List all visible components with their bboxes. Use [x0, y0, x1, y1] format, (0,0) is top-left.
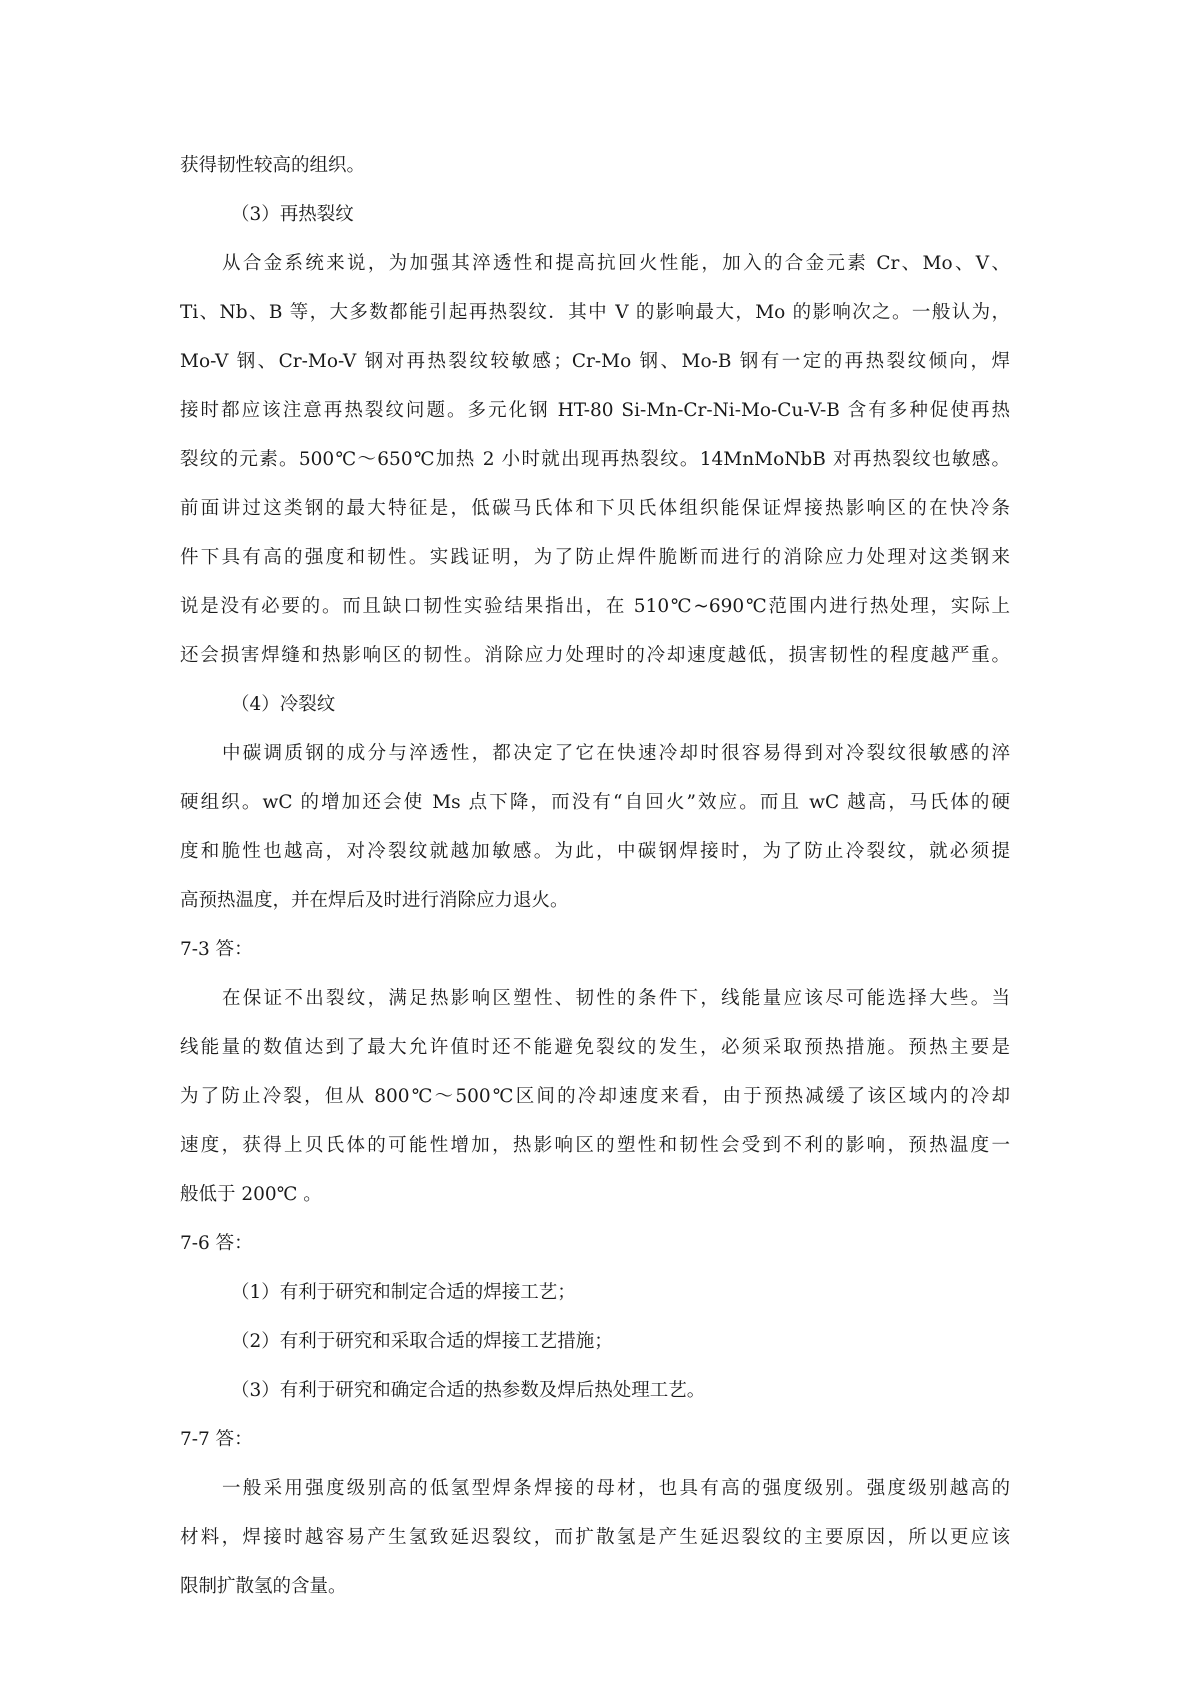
- text-line: 裂纹的元素。500℃～650℃加热 2 小时就出现再热裂纹。14MnMoNbB 对再热裂纹也敏感。: [180, 449, 1010, 470]
- text-line: 获得韧性较高的组织。: [180, 155, 366, 176]
- text-line: 材料，焊接时越容易产生氢致延迟裂纹，而扩散氢是产生延迟裂纹的主要原因，所以更应该: [180, 1527, 1010, 1548]
- text-line: 硬组织。wC 的增加还会使 Ms 点下降，而没有“自回火”效应。而且 wC 越高，马氏体的硬: [180, 792, 1010, 813]
- text-line: 为了防止冷裂，但从 800℃～500℃区间的冷却速度来看，由于预热减缓了该区域内的冷却: [180, 1086, 1010, 1107]
- text-line: 限制扩散氢的含量。: [180, 1576, 347, 1597]
- text-line: 还会损害焊缝和热影响区的韧性。消除应力处理时的冷却速度越低，损害韧性的程度越严重。: [180, 645, 1010, 666]
- answer-label: 7-6 答：: [180, 1233, 253, 1254]
- text-line: 件下具有高的强度和韧性。实践证明，为了防止焊件脆断而进行的消除应力处理对这类钢来: [180, 547, 1010, 568]
- section-heading: （3）再热裂纹: [231, 204, 354, 225]
- text-line: 线能量的数值达到了最大允许值时还不能避免裂纹的发生，必须采取预热措施。预热主要是: [180, 1037, 1010, 1058]
- document-body: [180, 152, 1010, 1621]
- text-line: 前面讲过这类钢的最大特征是，低碳马氏体和下贝氏体组织能保证焊接热影响区的在快冷条: [180, 498, 1010, 519]
- text-line: 接时都应该注意再热裂纹问题。多元化钢 HT-80 Si-Mn-Cr-Ni-Mo-Cu-V-B 含有多种促使再热: [180, 400, 1010, 421]
- list-item: （2）有利于研究和采取合适的焊接工艺措施；: [231, 1331, 613, 1352]
- list-item: （1）有利于研究和制定合适的焊接工艺；: [231, 1282, 576, 1303]
- section-heading: （4）冷裂纹: [231, 694, 336, 715]
- answer-label: 7-7 答：: [180, 1429, 253, 1450]
- list-item: （3）有利于研究和确定合适的热参数及焊后热处理工艺。: [231, 1380, 706, 1401]
- answer-label: 7-3 答：: [180, 939, 253, 960]
- text-line: 般低于 200℃ 。: [180, 1184, 322, 1205]
- text-line: 中碳调质钢的成分与淬透性，都决定了它在快速冷却时很容易得到对冷裂纹很敏感的淬: [222, 743, 1010, 764]
- text-line: 度和脆性也越高，对冷裂纹就越加敏感。为此，中碳钢焊接时，为了防止冷裂纹，就必须提: [180, 841, 1010, 862]
- text-line: Ti、Nb、B 等，大多数都能引起再热裂纹．其中 V 的影响最大，Mo 的影响次之。一般认为，: [180, 302, 1010, 323]
- text-line: 在保证不出裂纹，满足热影响区塑性、韧性的条件下，线能量应该尽可能选择大些。当: [222, 988, 1010, 1009]
- text-line: Mo-V 钢、Cr-Mo-V 钢对再热裂纹较敏感；Cr-Mo 钢、Mo-B 钢有一定的再热裂纹倾向，焊: [180, 351, 1010, 372]
- text-line: 速度，获得上贝氏体的可能性增加，热影响区的塑性和韧性会受到不利的影响，预热温度一: [180, 1135, 1010, 1156]
- text-line: 说是没有必要的。而且缺口韧性实验结果指出，在 510℃~690℃范围内进行热处理，实际上: [180, 596, 1010, 617]
- text-line: 高预热温度，并在焊后及时进行消除应力退火。: [180, 890, 569, 911]
- text-line: 一般采用强度级别高的低氢型焊条焊接的母材，也具有高的强度级别。强度级别越高的: [222, 1478, 1010, 1499]
- text-line: 从合金系统来说，为加强其淬透性和提高抗回火性能，加入的合金元素 Cr、Mo、V、: [222, 253, 1010, 274]
